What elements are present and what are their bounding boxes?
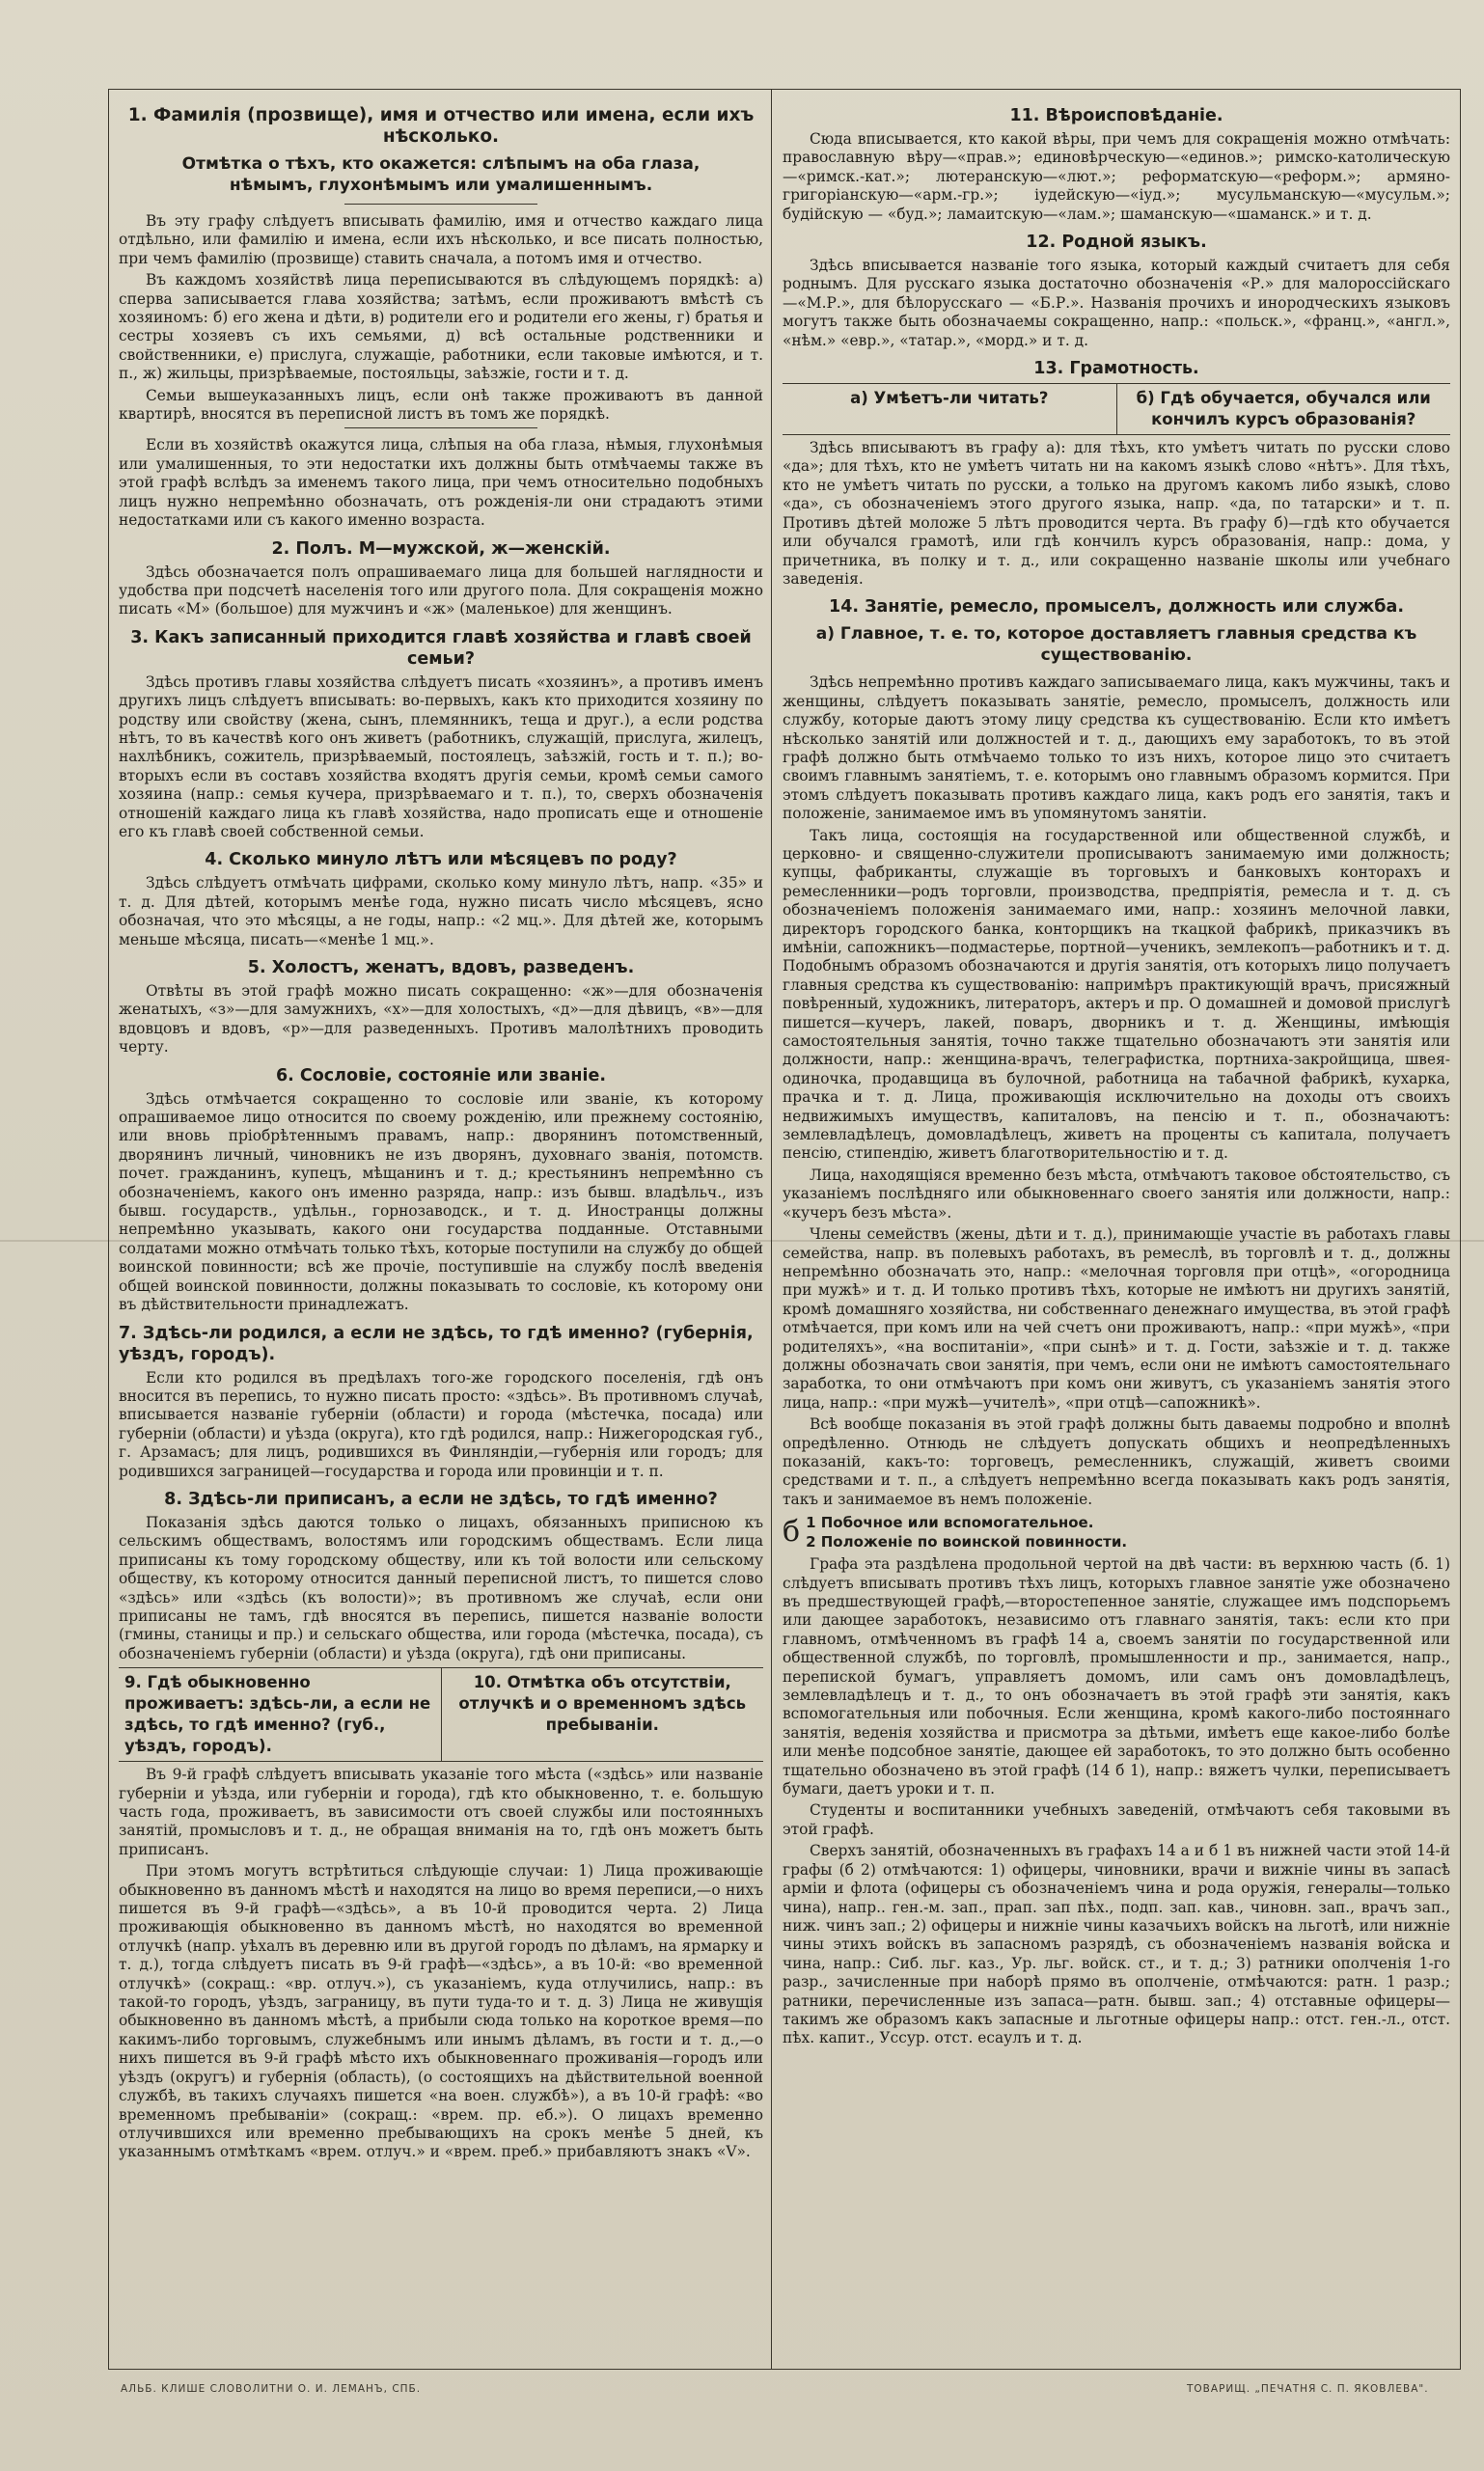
- rule: [344, 204, 537, 205]
- brace-letter: б: [783, 1515, 801, 1550]
- printer-credit-right: ТОВАРИЩ. „ПЕЧАТНЯ С. П. ЯКОВЛЕВА".: [1187, 2383, 1429, 2395]
- heading-10: 10. Отмѣтка объ отсутствіи, отлучкѣ и о временномъ здѣсь пребываніи.: [458, 1673, 747, 1735]
- heading-11: 11. Вѣроисповѣданіе.: [1009, 106, 1223, 125]
- section-14b-text: Студенты и воспитанники учебныхъ заведеній, отмѣчаютъ себя таковыми въ этой графѣ.: [783, 1801, 1450, 1838]
- section-9-text: При этомъ могутъ встрѣтиться слѣдующіе случаи: 1) Лица проживающіе обыкновенно въ данномъ мѣстѣ и находятся на лицо во время переписи,—о нихъ пишется въ 9-й графѣ—«здѣсь», а въ 10-й проводится черта. 2) Лица проживающія обыкновенно въ данномъ мѣстѣ, но находятся во временной отлучкѣ (напр. уѣхалъ въ деревню или въ другой городъ по дѣламъ, на ярмарку и т. д.), тогда слѣдуетъ писать въ 9-й графѣ—«здѣсь», а въ 10-й: «во временной отлучкѣ» (сокращ.: «вр. отлуч.»), съ указаніемъ, куда отлучились, напр.: въ такой-то городъ, уѣздъ, заграницу, въ пути туда-то и т. д. 3) Лица не живущія обыкновенно въ данномъ мѣстѣ, а прибыли сюда только на короткое время—по какимъ-либо торговымъ, служебнымъ или инымъ дѣламъ, въ гости и т. д.,—о нихъ пишется въ 9-й графѣ мѣсто ихъ обыкновеннаго проживанія—городъ или уѣздъ (округъ) и губернія (область), (о состоящихъ на дѣйствительной военной службѣ, въ такихъ случаяхъ пишется «на воен. службѣ»), а въ 10-й графѣ: «во временномъ пребываніи» (сокращ.: «врем. пр. еб.»). О лицахъ временно отлучившихся или временно пребывающихъ на срокъ менѣе 5 дней, къ указаннымъ отмѣткамъ «врем. отлуч.» и «врем. преб.» прибавляютъ знакъ «V».: [119, 1862, 763, 2161]
- section-14-text: Здѣсь непремѣнно противъ каждаго записываемаго лица, какъ мужчины, такъ и женщины, слѣдуетъ показывать занятіе, ремесло, промыселъ, должность или службу, которые даютъ этому лицу средства къ существованію. Если кто имѣетъ нѣсколько занятій или должностей и т. д., дающихъ ему заработокъ, то въ этой графѣ должно быть отмѣчаемо только то изъ нихъ, которое лицо это считаетъ своимъ главнымъ занятіемъ, т. е. которымъ оно главнымъ образомъ кормится. При этомъ слѣдуетъ показывать противъ каждаго лица, какъ родъ его занятія, такъ и положеніе, занимаемое имъ въ упомянутомъ занятіи.: [783, 673, 1450, 823]
- section-2-text: Здѣсь обозначается полъ опрашиваемаго лица для большей наглядности и удобства при подсчетѣ населенія того или другого пола. Для сокращенія можно писать «М» (большое) для мужчинъ и «ж» (маленькое) для женщинъ.: [119, 563, 763, 618]
- section-1-text: Семьи вышеуказанныхъ лицъ, если онѣ также проживаютъ въ данной квартирѣ, вносятся въ переписной листъ въ томъ же порядкѣ.: [119, 386, 763, 424]
- section-4-text: Здѣсь слѣдуетъ отмѣчать цифрами, сколько кому минуло лѣтъ, напр. «35» и т. д. Для дѣтей, которымъ менѣе года, нужно писать число мѣсяцевъ, ясно обозначая, что это мѣсяцы, а не годы, напр.: «2 мц.». Для дѣтей же, которымъ меньше мѣсяца, писать—«менѣе 1 мц.».: [119, 874, 763, 948]
- section-1-text: Въ эту графу слѣдуетъ вписывать фамилію, имя и отчество каждаго лица отдѣльно, или фамилію и имена, если ихъ нѣсколько, и все писать полностью, при чемъ фамилію (прозвище) ставить сначала, а потомъ имя и отчество.: [119, 212, 763, 267]
- rule: [344, 427, 537, 428]
- section-5-text: Отвѣты въ этой графѣ можно писать сокращенно: «ж»—для обозначенія женатыхъ, «з»—для замужнихъ, «х»—для холостыхъ, «д»—для дѣвицъ, «в»—для вдовцовъ и вдовъ, «р»—для разведенныхъ. Противъ малолѣтнихъ проводить черту.: [119, 982, 763, 1057]
- heading-13a: а) Умѣетъ-ли читать?: [850, 389, 1049, 408]
- heading-13b-cell: [1116, 384, 1451, 434]
- section-7-text: Если кто родился въ предѣлахъ того-же городского поселенія, гдѣ онъ вносится въ перепись, то нужно писать просто: «здѣсь». Въ противномъ случаѣ, вписывается названіе губерніи (области) и города (мѣстечка, посада) или губерніи (области) и уѣзда (округа), кто гдѣ родился, напр.: Нижегородская губ., г. Арзамасъ; для лицъ, родившихся въ Финляндіи,—губернія или городъ; для родившихся заграницей—государства и города или провинціи и т. п.: [119, 1368, 763, 1480]
- heading-4: 4. Сколько минуло лѣтъ или мѣсяцевъ по роду?: [205, 850, 677, 870]
- section-14-text: Всѣ вообще показанія въ этой графѣ должны быть даваемы подробно и вполнѣ опредѣленно. Отнюдь не слѣдуетъ допускать общихъ и неопредѣленныхъ показаній, какъ-то: торговецъ, ремесленникъ, служащій, живетъ своими средствами и т. п., а слѣдуетъ непремѣнно всегда показывать какъ родъ занятія, такъ и занимаемое въ немъ положеніе.: [783, 1415, 1450, 1508]
- heading-9: 9. Гдѣ обыкновенно проживаетъ: здѣсь-ли, а если не здѣсь, то гдѣ именно? (губ., уѣздъ, городъ).: [124, 1673, 431, 1756]
- section-1-text: Въ каждомъ хозяйствѣ лица переписываются въ слѣдующемъ порядкѣ: а) сперва записывается глава хозяйства; затѣмъ, если проживаютъ вмѣстѣ съ хозяиномъ: б) его жена и дѣти, в) родители его и родители его жены, г) братья и сестры хозяевъ съ ихъ семьями, д) всѣ остальные родственники и свойственники, е) прислуга, служащіе, работники, если таковые имѣются, и т. п., ж) жильцы, призрѣваемые, постояльцы, заѣзжіе, гости и т. д.: [119, 271, 763, 383]
- section-14-text: Такъ лица, состоящія на государственной или общественной службѣ, и церковно- и священно-служители прописываютъ занимаемую ими должность; купцы, фабриканты, служащіе въ торговыхъ и банковыхъ конторахъ и ремесленники—родъ торговли, производства, предпріятія, ремесла и т. д. съ обозначеніемъ положенія занимаемаго ими, напр.: хозяинъ мелочной лавки, директоръ городского банка, конторщикъ на ткацкой фабрикѣ, приказчикъ въ имѣніи, сапожникъ—подмастерье, портной—ученикъ, землекопъ—работникъ и т. д. Подобнымъ образомъ обозначаются и другія занятія, отъ которыхъ лицо получаетъ главныя средства къ существованію: напримѣръ практикующій врачъ, присяжный повѣренный, художникъ, литераторъ, актеръ и пр. О домашней и домовой прислугѣ пишется—кучеръ, лакей, поваръ, дворникъ и т. д. Женщины, имѣющія самостоятельныя занятія, точно также тщательно обозначаютъ эти занятія или должности, напр.: женщина-врачъ, телеграфистка, портниха-закройщица, швея-одиночка, продавщица въ булочной, работница на табачной фабрикѣ, кухарка, прачка и т. д. Лица, проживающія исключительно на доходы отъ своихъ недвижимыхъ имуществъ, капиталовъ, на пенсію и т. п., обозначаютъ: землевладѣлецъ, домовладѣлецъ, живетъ на проценты съ капитала, получаетъ пенсію, стипендію, живетъ благотворительностію и т. д.: [783, 826, 1450, 1163]
- heading-14b: [783, 1513, 1450, 1551]
- heading-1: 1. Фамилія (прозвище), имя и отчество или имена, если ихъ нѣсколько.: [127, 105, 755, 147]
- headings-13ab: [783, 383, 1450, 435]
- section-3-text: Здѣсь противъ главы хозяйства слѣдуетъ писать «хозяинъ», а противъ именъ другихъ лицъ слѣдуетъ вписывать: во-первыхъ, какъ кто приходится хозяину по родству или свойству (жена, сынъ, племянникъ, теща и друг.), а если родства нѣтъ, то въ качествѣ кого онъ живетъ (работникъ, служащій, прислуга, жилецъ, нахлѣбникъ, сожитель, призрѣваемый, постоялецъ, заѣзжій, гость и т. п.); во-вторыхъ если въ составъ хозяйства входятъ другія семьи, кромѣ семьи самого хозяина (напр.: семья кучера, призрѣваемаго и т. п.), то, сверхъ обозначенія отношеній каждаго лица къ главѣ хозяйства, надо прописать еще и отношеніе его къ главѣ своей собственной семьи.: [119, 673, 763, 840]
- printer-credit-left: АЛЬБ. КЛИШЕ СЛОВОЛИТНИ О. И. ЛЕМАНЪ, СПБ.: [121, 2383, 422, 2395]
- section-12-text: Здѣсь вписывается названіе того языка, который каждый считаетъ для себя роднымъ. Для русскаго языка достаточно обозначенія «Р.» для малороссійскаго—«М.Р.», для бѣлорусскаго — «Б.Р.». Названія прочихъ и инородческихъ языковъ могутъ также быть обозначаемы сокращенно, напр.: «польск.», «франц.», «англ.», «нѣм.» «евр.», «татар.», «морд.» и т. д.: [783, 257, 1450, 349]
- heading-14: 14. Занятіе, ремесло, промыселъ, должность или служба.: [829, 597, 1404, 618]
- left-column: [119, 97, 763, 2361]
- heading-8: 8. Здѣсь-ли приписанъ, а если не здѣсь, то гдѣ именно?: [164, 1489, 718, 1509]
- heading-13b: б) Гдѣ обучается, обучался или кончилъ курсъ образованія?: [1136, 389, 1431, 429]
- headings-9-10: [119, 1667, 763, 1762]
- heading-2: 2. Полъ. М—мужской, ж—женскій.: [271, 538, 611, 559]
- section-13-text: Здѣсь вписываютъ въ графу а): для тѣхъ, кто умѣетъ читать по русски слово «да»; для тѣхъ, кто не умѣетъ читать ни на какомъ языкѣ слово «нѣтъ». Для тѣхъ, кто не умѣетъ читать по русски, а только на другомъ какомъ либо языкѣ, слово «да», съ обозначеніемъ этого другого языка, напр. «да, по татарски» и т. п. Противъ дѣтей моложе 5 лѣтъ проводится черта. Въ графу б)—гдѣ кто обучается или обучался грамотѣ, или гдѣ кончилъ курсъ образованія, напр.: дома, у причетника, въ полку и т. д., или сокращенно названіе школы или учебнаго заведенія.: [783, 439, 1450, 588]
- heading-3: 3. Какъ записанный приходится главѣ хозяйства и главѣ своей семьи?: [130, 627, 752, 669]
- section-6-text: Здѣсь отмѣчается сокращенно то сословіе или званіе, къ которому опрашиваемое лицо относится по своему рожденію, или прежнему состоянію, или вновь пріобрѣтеннымъ правамъ, напр.: дворянинъ потомственный, дворянинъ личный, чиновникъ не изъ дворянъ, духовнаго званія, потомств. почет. гражданинъ, купецъ, мѣщанинъ и т. д.; крестьянинъ непремѣнно съ обозначеніемъ, какого онъ именно разряда, напр.: изъ бывш. владѣльч., изъ бывш. государств., удѣльн., горнозаводск., и т. д. Иностранцы должны непремѣнно указывать, какого они государства подданные. Отставными солдатами можно отмѣчать только тѣхъ, которые поступили на службу до общей воинской повинности; всѣ же прочіе, поступившіе на службу послѣ введенія общей воинской повинности, должны показывать то сословіе, къ которому они въ дѣйствительности принадлежатъ.: [119, 1089, 763, 1314]
- brace-items: [806, 1513, 1127, 1551]
- heading-13: 13. Грамотность.: [1033, 359, 1199, 379]
- heading-5: 5. Холостъ, женатъ, вдовъ, разведенъ.: [247, 958, 635, 977]
- section-14b-text: Графа эта раздѣлена продольной чертой на двѣ части: въ верхнюю часть (б. 1) слѣдуетъ вписывать противъ тѣхъ лицъ, которыхъ главное занятіе уже обозначено въ предшествующей графѣ,—второстепенное занятіе, служащее имъ подспорьемъ или дающее заработокъ, независимо отъ главнаго занятія, такъ: если кто при главномъ, отмѣченномъ въ графѣ 14 а, своемъ занятіи по государственной или общественной службѣ, по торговлѣ, промышленности и пр., занимается, напр., перепиской бумагъ, управляетъ домомъ, или самъ онъ домовладѣлецъ, землевладѣлецъ и т. д., то онъ обозначаетъ въ этой графѣ эти занятія, какъ вспомогательныя или побочныя. Если женщина, кромѣ какого-либо постояннаго занятія, веденія хозяйства и присмотра за дѣтьми, имѣетъ еще какое-либо болѣе или менѣе подсобное занятіе, дающее ей заработокъ, то это должно быть особенно тщательно обозначено въ этой графѣ (14 б 1), напр.: вяжетъ чулки, переписываетъ бумаги, даетъ уроки и т. п.: [783, 1555, 1450, 1798]
- heading-14a: а) Главное, т. е. то, которое доставляетъ главныя средства къ существованію.: [815, 624, 1417, 666]
- heading-1-note: Отмѣтка о тѣхъ, кто окажется: слѣпымъ на оба глаза, нѣмымъ, глухонѣмымъ или умалишеннымъ.: [181, 154, 701, 195]
- section-14-text: Члены семействъ (жены, дѣти и т. д.), принимающіе участіе въ работахъ главы семейства, напр. въ полевыхъ работахъ, въ ремеслѣ, въ торговлѣ и т. д., должны непремѣнно обозначать это, напр.: «мелочная торговля при отцѣ», «огородница при мужѣ» и т. д. И только противъ тѣхъ, которые не имѣютъ ни другихъ занятій, кромѣ домашняго хозяйства, ни собственнаго денежнаго имущества, въ этой графѣ отмѣчается, при комъ или на чей счетъ они проживаютъ, напр.: «при мужѣ», «при родителяхъ», «на воспитаніи», «при сынѣ» и т. д. Гости, заѣзжіе и т. д. также должны обозначать свои занятія, при чемъ, если они не имѣютъ самостоятельнаго заработка, то они отмѣчаютъ при комъ они живутъ, съ указаніемъ занятія этого лица, напр.: «при мужѣ—учителѣ», «при отцѣ—сапожникѣ».: [783, 1225, 1450, 1412]
- heading-13a-cell: [783, 384, 1116, 434]
- section-14-text: Лица, находящіяся временно безъ мѣста, отмѣчаютъ таковое обстоятельство, съ указаніемъ послѣдняго или обыкновеннаго своего занятія или должности, напр.: «кучеръ безъ мѣста».: [783, 1166, 1450, 1222]
- section-9-text: Въ 9-й графѣ слѣдуетъ вписывать указаніе того мѣста («здѣсь» или названіе губерніи и уѣзда, или губерніи и города), гдѣ кто обыкновенно, т. е. большую часть года, проживаетъ, въ зависимости отъ своей службы или постоянныхъ занятій, промысловъ и т. д., не обращая вниманія на то, гдѣ онъ можетъ быть приписанъ.: [119, 1766, 763, 1858]
- section-14b-text: Сверхъ занятій, обозначенныхъ въ графахъ 14 а и б 1 въ нижней части этой 14-й графы (б 2) отмѣчаются: 1) офицеры, чиновники, врачи и вижніе чины въ запасѣ арміи и флота (офицеры съ обозначеніемъ чина и рода оружія, генералы—только чина), напр.. ген.-м. зап., прап. зап пѣх., подп. зап. кав., чиновн. зап., врачъ зап., ниж. чинъ зап.; 2) офицеры и нижніе чины казачьихъ войскъ на льготѣ, или нижніе чины этихъ войскъ въ запасномъ разрядѣ, съ обозначеніемъ названія войска и чина, напр.: Сиб. льг. каз., Ур. льг. войск. ст., и т. д.; 3) ратники ополченія 1-го разр., зачисленные при наборѣ прямо въ ополченіе, отмѣчаются: ратн. 1 разр.; ратники, перечисленные изъ запаса—ратн. бывш. зап.; 4) отставные офицеры—такимъ же образомъ какъ запасные и льготные офицеры напр.: отст. ген.-л., отст. пѣх. капит., Уссур. отст. есаулъ и т. д.: [783, 1842, 1450, 2047]
- heading-7: 7. Здѣсь-ли родился, а если не здѣсь, то гдѣ именно? (губернія, уѣздъ, городъ).: [119, 1323, 754, 1364]
- heading-6: 6. Сословіе, состояніе или званіе.: [276, 1065, 606, 1085]
- heading-14b2: 2 Положеніе по воинской повинности.: [806, 1533, 1128, 1551]
- section-1-text: Если въ хозяйствѣ окажутся лица, слѣпыя на оба глаза, нѣмыя, глухонѣмыя или умалишенныя, то эти недостатки ихъ должны быть отмѣчаемы также въ этой графѣ вслѣдъ за именемъ такого лица, при чемъ относительно подобныхъ лицъ нужно непремѣнно обозначать, отъ рожденія-ли они страдаютъ этими недостатками или съ какого именно возраста.: [119, 436, 763, 530]
- section-8-text: Показанія здѣсь даются только о лицахъ, обязанныхъ приписною къ сельскимъ обществамъ, волостямъ или городскимъ обществамъ. Если лица приписаны къ тому городскому обществу, или къ той волости или сельскому обществу, къ которому относится данный переписной листъ, то пишется слово «здѣсь» или «здѣсь (къ волости)»; въ противномъ же случаѣ, если они приписаны не тамъ, гдѣ вносятся въ перепись, пишется названіе волости (гмины, станицы и пр.) и сельскаго общества, или города (мѣстечка, посада), съ обозначеніемъ губерніи (области) и уѣзда (округа), гдѣ они приписаны.: [119, 1513, 763, 1662]
- section-11-text: Сюда вписывается, кто какой вѣры, при чемъ для сокращенія можно отмѣчать: православную вѣру—«прав.»; единовѣрческую—«единов.»; римско-католическую—«римск.-кат.»; лютеранскую—«лют.»; реформатскую—«реформ.»; армяно-григоріанскую—«арм.-гр.»; іудейскую—«іуд.»; мусульманскую—«мусульм.»; будійскую — «буд.»; ламаитскую—«лам.»; шаманскую—«шаманск.» и т. д.: [783, 130, 1450, 223]
- right-column: [783, 97, 1450, 2361]
- heading-10-cell: [441, 1668, 764, 1761]
- heading-9-cell: [119, 1668, 441, 1761]
- heading-14b1: 1 Побочное или вспомогательное.: [806, 1514, 1094, 1532]
- column-divider: [771, 90, 772, 2369]
- heading-12: 12. Родной языкъ.: [1026, 233, 1207, 253]
- instruction-frame: [108, 89, 1461, 2370]
